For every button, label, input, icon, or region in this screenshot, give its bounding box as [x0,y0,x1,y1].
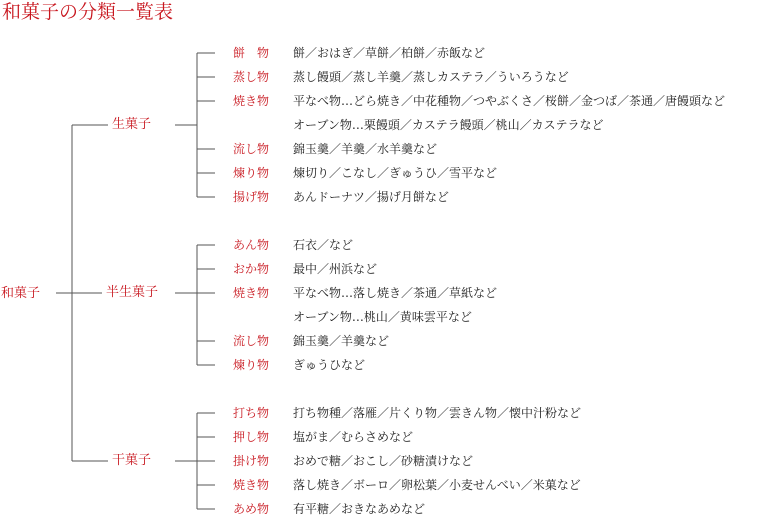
group-node: 生菓子 [112,117,152,132]
category-description: 煉切り／こなし／ぎゅうひ／雪平など [293,166,498,180]
category-description: 有平糖／おきなあめなど [293,502,426,516]
category-description: 最中／州浜など [293,262,378,276]
page-title: 和菓子の分類一覧表 [2,1,174,23]
category-label: あめ物 [233,502,270,516]
category-description: ぎゅうひなど [293,358,366,372]
category-description: 餅／おはぎ／草餅／柏餅／赤飯など [293,46,486,60]
group-node: 干菓子 [112,453,152,468]
category-description: 塩がま／むらさめなど [293,430,414,444]
category-description: 平なべ物…どら焼き／中花種物／つやぶくさ／桜餅／金つば／茶通／唐饅頭など [293,94,726,108]
category-description: 錦玉羹／羊羹など [293,334,390,348]
category-label: 押し物 [233,430,270,444]
group-node: 半生菓子 [106,285,159,300]
category-label: 焼き物 [233,478,270,492]
category-description: 石衣／など [293,238,354,252]
category-description: おめで糖／おこし／砂糖漬けなど [293,454,474,468]
category-label: 焼き物 [233,286,270,300]
category-label: 流し物 [233,334,270,348]
category-description: 打ち物種／落雁／片くり物／雲きん物／懐中汁粉など [293,406,582,420]
category-description: 蒸し饅頭／蒸し羊羹／蒸しカステラ／ういろうなど [293,70,569,84]
category-label: あん物 [233,238,270,252]
category-label: 掛け物 [233,454,270,468]
category-label: 蒸し物 [233,70,270,84]
category-label: 打ち物 [233,406,270,420]
category-label: 煉り物 [233,166,270,180]
category-label: 煉り物 [233,358,270,372]
category-description: あんドーナツ／揚げ月餅など [293,190,449,204]
category-description: 錦玉羹／羊羹／水羊羹など [293,142,438,156]
category-description: 平なべ物…落し焼き／茶通／草紙など [293,286,498,300]
category-label: 餅 物 [233,46,270,60]
category-description: オーブン物…栗饅頭／カステラ饅頭／桃山／カステラなど [293,118,604,132]
category-description: 落し焼き／ボーロ／卵松葉／小麦せんべい／米菓など [293,478,581,492]
category-label: 流し物 [233,142,270,156]
category-label: おか物 [233,262,270,276]
category-description: オーブン物…桃山／黄味雲平など [293,310,472,324]
root-node: 和菓子 [1,286,41,301]
category-label: 揚げ物 [233,190,270,204]
category-label: 焼き物 [233,94,270,108]
